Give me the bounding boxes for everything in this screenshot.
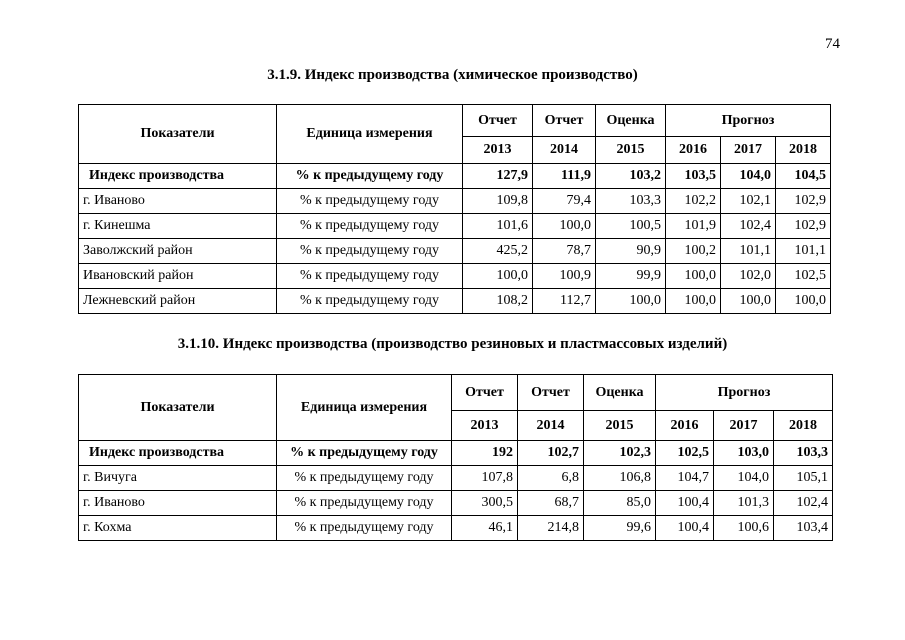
header-report-2013: Отчет xyxy=(452,375,518,411)
value-cell: 100,0 xyxy=(666,289,721,314)
value-cell: 101,9 xyxy=(666,214,721,239)
value-cell: 102,4 xyxy=(774,491,833,516)
row-name-cell: г. Кинешма xyxy=(79,214,277,239)
row-name-cell: Ивановский район xyxy=(79,264,277,289)
value-cell: 100,0 xyxy=(596,289,666,314)
value-cell: 104,0 xyxy=(714,466,774,491)
value-cell: 103,0 xyxy=(714,441,774,466)
value-cell: 106,8 xyxy=(584,466,656,491)
value-cell: 78,7 xyxy=(533,239,596,264)
row-unit-cell: % к предыдущему году xyxy=(277,264,463,289)
value-cell: 300,5 xyxy=(452,491,518,516)
header-year: 2013 xyxy=(463,137,533,164)
header-unit: Единица измерения xyxy=(277,105,463,164)
section-title-rubber-plastic: 3.1.10. Индекс производства (производство резиновых и пластмассовых изделий) xyxy=(177,336,728,352)
value-cell: 102,0 xyxy=(721,264,776,289)
value-cell: 102,5 xyxy=(776,264,831,289)
value-cell: 100,0 xyxy=(463,264,533,289)
value-cell: 192 xyxy=(452,441,518,466)
table-row xyxy=(79,289,831,314)
value-cell: 101,3 xyxy=(714,491,774,516)
value-cell: 99,6 xyxy=(584,516,656,541)
header-year: 2014 xyxy=(518,411,584,441)
value-cell: 103,2 xyxy=(596,164,666,189)
header-report-2014: Отчет xyxy=(533,105,596,137)
row-name-cell: г. Иваново xyxy=(79,491,277,516)
header-unit: Единица измерения xyxy=(277,375,452,441)
page-number: 74 xyxy=(825,36,840,52)
value-cell: 103,5 xyxy=(666,164,721,189)
value-cell: 425,2 xyxy=(463,239,533,264)
header-year: 2018 xyxy=(774,411,833,441)
value-cell: 100,5 xyxy=(596,214,666,239)
value-cell: 102,1 xyxy=(721,189,776,214)
value-cell: 90,9 xyxy=(596,239,666,264)
value-cell: 101,1 xyxy=(721,239,776,264)
value-cell: 102,3 xyxy=(584,441,656,466)
production-index-table-rubber-plastic xyxy=(78,374,833,541)
header-year: 2017 xyxy=(721,137,776,164)
row-unit-cell: % к предыдущему году xyxy=(277,214,463,239)
total-row xyxy=(79,164,831,189)
row-name-cell: Индекс производства xyxy=(79,441,277,466)
value-cell: 102,9 xyxy=(776,189,831,214)
table-row xyxy=(79,516,833,541)
value-cell: 101,1 xyxy=(776,239,831,264)
value-cell: 103,4 xyxy=(774,516,833,541)
header-estimate: Оценка xyxy=(596,105,666,137)
header-year: 2018 xyxy=(776,137,831,164)
row-unit-cell: % к предыдущему году xyxy=(277,189,463,214)
value-cell: 99,9 xyxy=(596,264,666,289)
value-cell: 100,9 xyxy=(533,264,596,289)
table-row xyxy=(79,214,831,239)
value-cell: 68,7 xyxy=(518,491,584,516)
header-indicator: Показатели xyxy=(79,105,277,164)
row-unit-cell: % к предыдущему году xyxy=(277,516,452,541)
table-row xyxy=(79,466,833,491)
value-cell: 100,0 xyxy=(666,264,721,289)
value-cell: 102,5 xyxy=(656,441,714,466)
value-cell: 102,9 xyxy=(776,214,831,239)
row-name-cell: Индекс производства xyxy=(79,164,277,189)
header-indicator: Показатели xyxy=(79,375,277,441)
value-cell: 107,8 xyxy=(452,466,518,491)
row-unit-cell: % к предыдущему году xyxy=(277,466,452,491)
production-index-table-chemical xyxy=(78,104,831,314)
value-cell: 46,1 xyxy=(452,516,518,541)
value-cell: 108,2 xyxy=(463,289,533,314)
value-cell: 104,7 xyxy=(656,466,714,491)
value-cell: 111,9 xyxy=(533,164,596,189)
row-unit-cell: % к предыдущему году xyxy=(277,289,463,314)
header-year: 2016 xyxy=(656,411,714,441)
header-year: 2013 xyxy=(452,411,518,441)
table-row xyxy=(79,189,831,214)
value-cell: 79,4 xyxy=(533,189,596,214)
value-cell: 104,5 xyxy=(776,164,831,189)
section-title-chemical: 3.1.9. Индекс производства (химическое производство) xyxy=(267,67,638,83)
row-name-cell: г. Вичуга xyxy=(79,466,277,491)
row-name-cell: Заволжский район xyxy=(79,239,277,264)
header-report-2014: Отчет xyxy=(518,375,584,411)
value-cell: 102,4 xyxy=(721,214,776,239)
row-unit-cell: % к предыдущему году xyxy=(277,239,463,264)
header-year: 2015 xyxy=(584,411,656,441)
table-row xyxy=(79,239,831,264)
table-1-body xyxy=(79,164,831,314)
value-cell: 102,7 xyxy=(518,441,584,466)
value-cell: 101,6 xyxy=(463,214,533,239)
value-cell: 103,3 xyxy=(596,189,666,214)
header-forecast: Прогноз xyxy=(656,375,833,411)
table-2-body xyxy=(79,441,833,541)
value-cell: 85,0 xyxy=(584,491,656,516)
row-name-cell: г. Иваново xyxy=(79,189,277,214)
value-cell: 100,4 xyxy=(656,516,714,541)
value-cell: 104,0 xyxy=(721,164,776,189)
table-row xyxy=(79,491,833,516)
value-cell: 6,8 xyxy=(518,466,584,491)
header-year: 2017 xyxy=(714,411,774,441)
value-cell: 100,4 xyxy=(656,491,714,516)
header-estimate: Оценка xyxy=(584,375,656,411)
value-cell: 105,1 xyxy=(774,466,833,491)
value-cell: 112,7 xyxy=(533,289,596,314)
header-forecast: Прогноз xyxy=(666,105,831,137)
table-row xyxy=(79,264,831,289)
value-cell: 100,0 xyxy=(776,289,831,314)
value-cell: 109,8 xyxy=(463,189,533,214)
row-name-cell: г. Кохма xyxy=(79,516,277,541)
value-cell: 102,2 xyxy=(666,189,721,214)
total-row xyxy=(79,441,833,466)
header-year: 2014 xyxy=(533,137,596,164)
row-unit-cell: % к предыдущему году xyxy=(277,491,452,516)
value-cell: 214,8 xyxy=(518,516,584,541)
header-year: 2015 xyxy=(596,137,666,164)
value-cell: 103,3 xyxy=(774,441,833,466)
value-cell: 100,6 xyxy=(714,516,774,541)
header-year: 2016 xyxy=(666,137,721,164)
header-report-2013: Отчет xyxy=(463,105,533,137)
value-cell: 100,0 xyxy=(721,289,776,314)
value-cell: 127,9 xyxy=(463,164,533,189)
row-unit-cell: % к предыдущему году xyxy=(277,441,452,466)
value-cell: 100,2 xyxy=(666,239,721,264)
value-cell: 100,0 xyxy=(533,214,596,239)
row-unit-cell: % к предыдущему году xyxy=(277,164,463,189)
row-name-cell: Лежневский район xyxy=(79,289,277,314)
